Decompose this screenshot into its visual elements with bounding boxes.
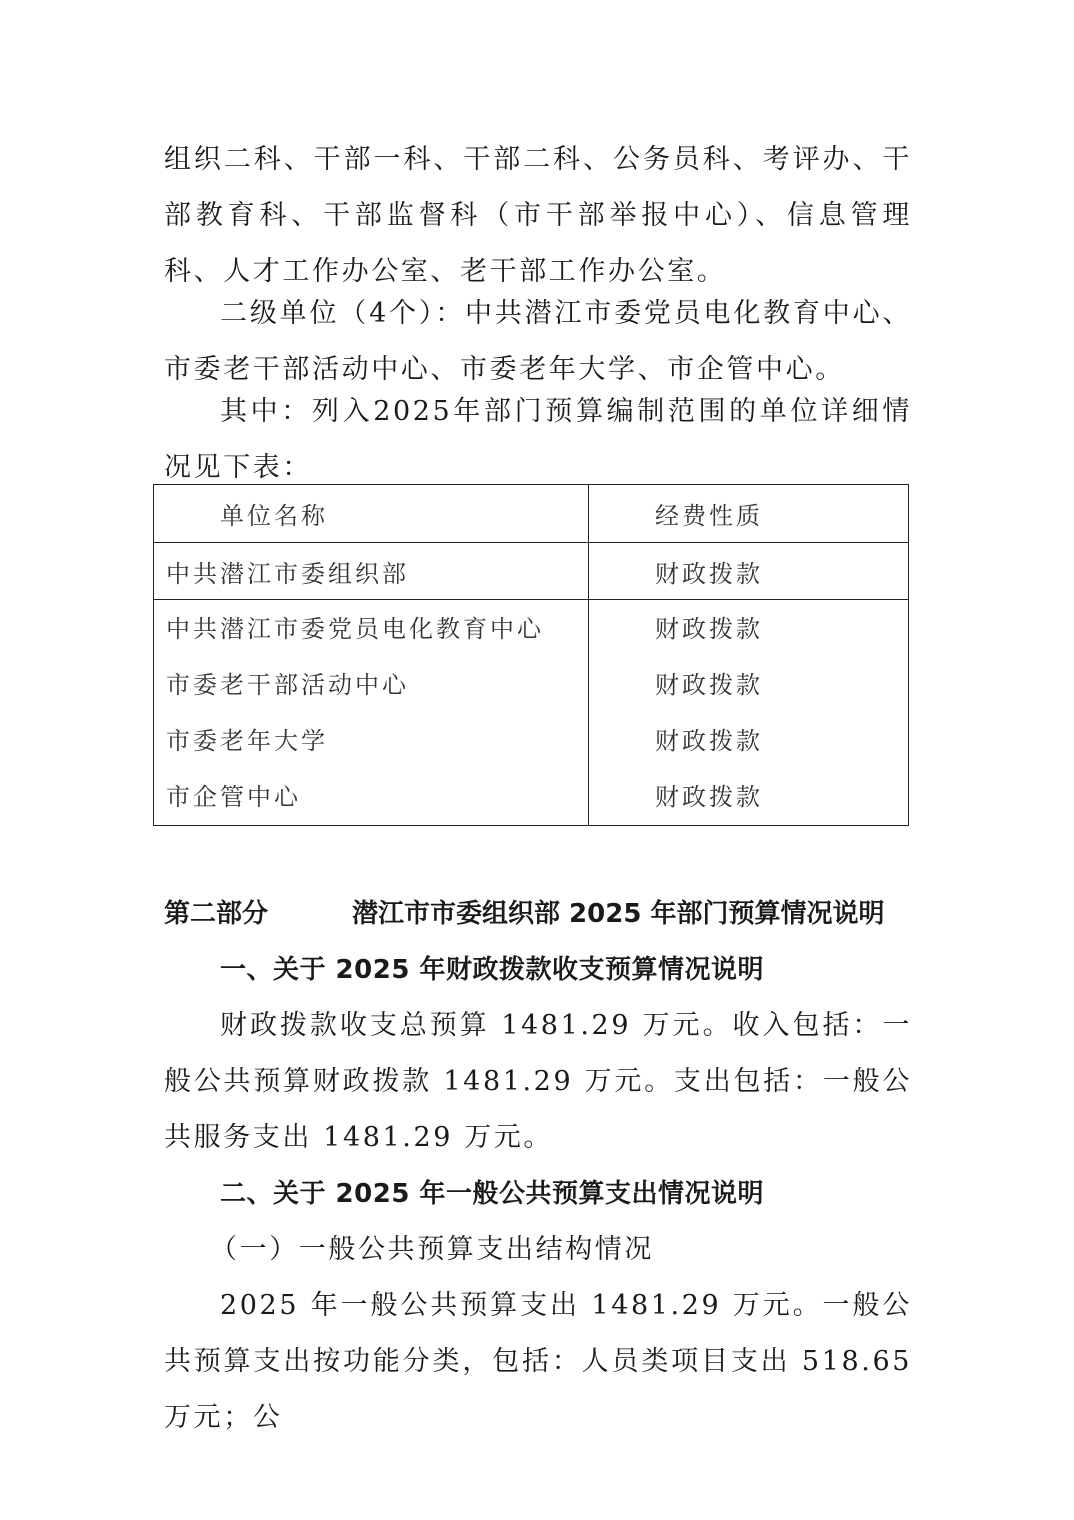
table-cell-unit-name: 中共潜江市委党员电化教育中心 bbox=[166, 615, 544, 643]
table-cell-funding-type: 财政拨款 bbox=[655, 671, 763, 699]
table-row bbox=[154, 543, 909, 600]
table-cell-unit-name: 市委老年大学 bbox=[166, 727, 328, 755]
budget-units-table bbox=[153, 484, 909, 826]
table-cell-funding-type: 财政拨款 bbox=[589, 543, 909, 600]
part-two-heading: 潜江市市委组织部 2025 年部门预算情况说明 bbox=[352, 899, 885, 929]
table-cell-funding-type: 财政拨款 bbox=[655, 615, 763, 643]
org-departments-paragraph: 组织二科、干部一科、干部二科、公务员科、考评办、干部教育科、干部监督科（市干部举报中心）、信息管理科、人才工作办公室、老干部工作办公室。 bbox=[164, 144, 912, 287]
table-cell-funding-type: 财政拨款 bbox=[655, 727, 763, 755]
section-one-body: 财政拨款收支总预算 1481.29 万元。收入包括：一般公共预算财政拨款 1481.29 万元。支出包括：一般公共服务支出 1481.29 万元。 bbox=[164, 1010, 912, 1153]
table-cell-unit-names bbox=[154, 600, 589, 826]
section-one-heading: 一、关于 2025 年财政拨款收支预算情况说明 bbox=[220, 955, 764, 985]
section-two-heading: 二、关于 2025 年一般公共预算支出情况说明 bbox=[220, 1179, 764, 1209]
part-two-label: 第二部分 bbox=[164, 899, 269, 929]
section-two-subheading: （一）一般公共预算支出结构情况 bbox=[210, 1234, 654, 1265]
table-cell-unit-name: 市委老干部活动中心 bbox=[166, 671, 409, 699]
header-unit-name: 单位名称 bbox=[154, 485, 589, 543]
table-intro-paragraph: 其中：列入2025年部门预算编制范围的单位详细情况见下表： bbox=[164, 396, 912, 483]
table-header-row bbox=[154, 485, 909, 543]
table-cell-unit-name: 市企管中心 bbox=[166, 783, 301, 811]
table-cell-funding-type: 财政拨款 bbox=[655, 783, 763, 811]
header-funding-type: 经费性质 bbox=[589, 485, 909, 543]
table-cell-unit-name: 中共潜江市委组织部 bbox=[154, 543, 589, 600]
table-cell-funding-types bbox=[589, 600, 909, 826]
table-row-group bbox=[154, 600, 909, 826]
secondary-units-paragraph: 二级单位（4个）：中共潜江市委党员电化教育中心、市委老干部活动中心、市委老年大学、市企管中心。 bbox=[164, 298, 912, 385]
section-two-body: 2025 年一般公共预算支出 1481.29 万元。一般公共预算支出按功能分类，包括：人员类项目支出 518.65 万元；公 bbox=[164, 1290, 912, 1433]
